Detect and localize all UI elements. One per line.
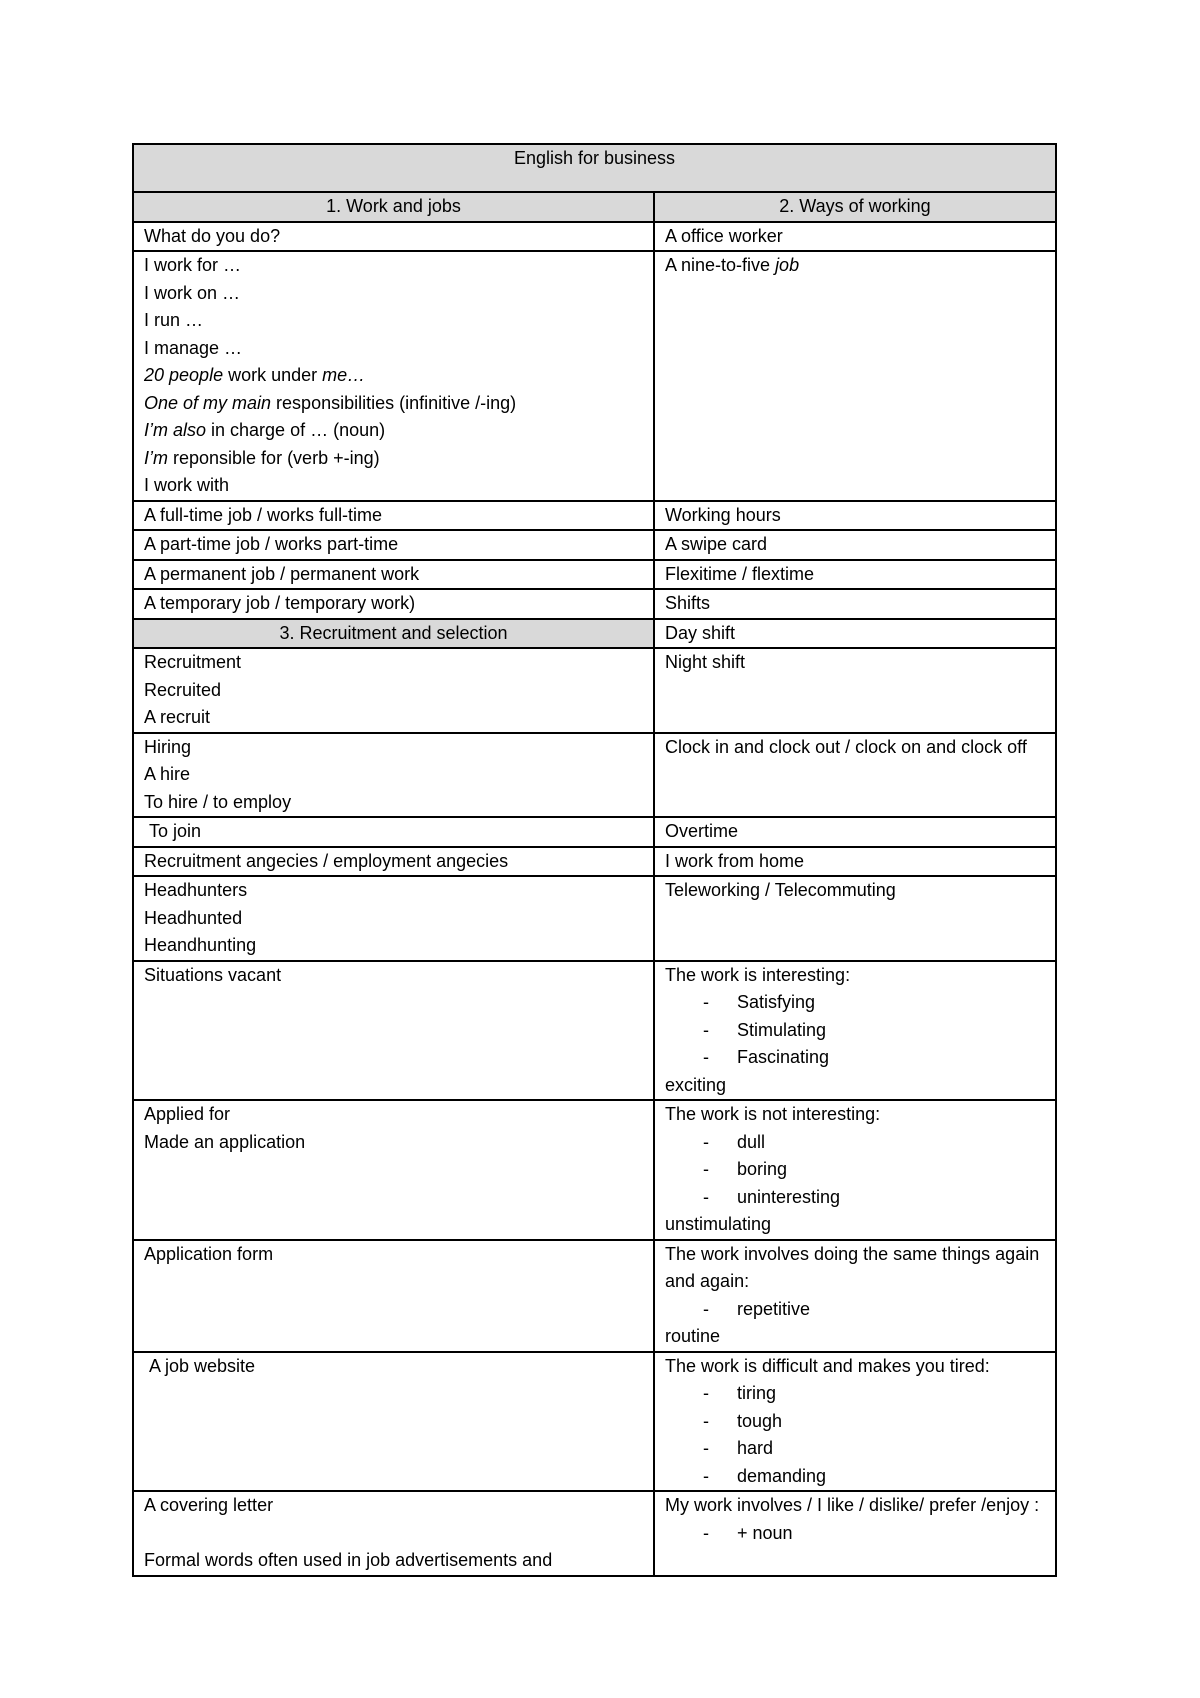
- table-cell: Situations vacant: [133, 961, 654, 1101]
- table-cell: [133, 251, 654, 501]
- table-cell: Recruitment angecies / employment angecies: [133, 847, 654, 877]
- list-item-text: demanding: [737, 1465, 827, 1486]
- phrase-line: Made an application: [144, 1131, 306, 1152]
- table-cell: I work from home: [654, 847, 1056, 877]
- list-item-text: tiring: [737, 1383, 777, 1403]
- table-cell: Application form: [133, 1240, 654, 1352]
- table-cell: Overtime: [654, 817, 1056, 847]
- list-intro: The work is difficult and makes you tired:: [665, 1355, 990, 1376]
- bullet-dash: -: [703, 1131, 709, 1152]
- list-intro: The work is interesting:: [665, 964, 851, 985]
- phrase-line: Headhunted: [144, 907, 243, 928]
- table-cell: A swipe card: [654, 530, 1056, 560]
- phrase-line: [144, 390, 643, 418]
- table-cell: Night shift: [654, 648, 1056, 733]
- phrase-text: reponsible for (verb +-ing): [168, 447, 380, 468]
- phrase-text: A job website: [149, 1355, 256, 1376]
- phrase-line: I work on …: [144, 282, 241, 303]
- table-cell: A permanent job / permanent work: [133, 560, 654, 590]
- list-item: [665, 1017, 1045, 1045]
- phrase-line: Recruited: [144, 679, 222, 700]
- list-item: [665, 1435, 1045, 1463]
- phrase-italic: I’m: [144, 447, 168, 468]
- phrase-line: Applied for: [144, 1104, 231, 1124]
- phrase-line: [144, 417, 643, 445]
- table-cell: [654, 1491, 1056, 1576]
- document-title: English for business: [133, 144, 1056, 192]
- phrase-italic: job: [775, 255, 800, 275]
- list-tail: unstimulating: [665, 1214, 772, 1234]
- phrase-line: Formal words often used in job advertisements and: [144, 1550, 553, 1570]
- phrase-text: in charge of … (noun): [206, 420, 386, 440]
- bullet-dash: -: [703, 1438, 709, 1458]
- list-item: [665, 1408, 1045, 1436]
- list-item-text: repetitive: [737, 1298, 811, 1319]
- table-cell: [133, 1491, 654, 1576]
- section-header-work-and-jobs: 1. Work and jobs: [133, 192, 654, 222]
- table-cell: A temporary job / temporary work): [133, 589, 654, 619]
- table-cell: [133, 733, 654, 818]
- phrase-line: Recruitment: [144, 652, 242, 672]
- table-cell: A part-time job / works part-time: [133, 530, 654, 560]
- phrase-text: A nine-to-five: [665, 255, 776, 275]
- bullet-dash: -: [703, 1465, 709, 1486]
- list-item: [665, 1296, 1045, 1324]
- phrase-italic: 20 people: [144, 365, 224, 385]
- list-intro: The work involves doing the same things again and again:: [665, 1243, 1040, 1291]
- phrase-line: A covering letter: [144, 1495, 274, 1515]
- phrase-line: To hire / to employ: [144, 791, 292, 812]
- phrase-line: I work with: [144, 475, 230, 495]
- table-cell: Day shift: [654, 619, 1056, 649]
- bullet-dash: -: [703, 1047, 709, 1067]
- list-item: [665, 1380, 1045, 1408]
- table-cell: A full-time job / works full-time: [133, 501, 654, 531]
- bullet-dash: -: [703, 1159, 709, 1179]
- table-cell: [654, 1100, 1056, 1240]
- table-cell: [133, 648, 654, 733]
- table-cell: [654, 251, 1056, 501]
- table-cell: [654, 1352, 1056, 1492]
- table-cell: Teleworking / Telecommuting: [654, 876, 1056, 961]
- section-header-ways-of-working: 2. Ways of working: [654, 192, 1056, 222]
- list-item: [665, 1463, 1045, 1491]
- phrase-italic: I’m also: [144, 420, 207, 440]
- table-cell: Flexitime / flextime: [654, 560, 1056, 590]
- list-intro: The work is not interesting:: [665, 1104, 881, 1124]
- list-item-text: + noun: [737, 1522, 793, 1543]
- phrase-line: I run …: [144, 310, 204, 330]
- phrase-italic: me…: [322, 365, 366, 385]
- table-cell: [133, 1352, 654, 1492]
- list-intro: My work involves / I like / dislike/ prefer /enjoy :: [665, 1495, 1040, 1515]
- list-item-text: tough: [737, 1410, 783, 1431]
- table-cell: [654, 1240, 1056, 1352]
- phrase-line: I work for …: [144, 255, 242, 275]
- list-item: [665, 1044, 1045, 1072]
- bullet-dash: -: [703, 992, 709, 1012]
- phrase-text: Clock in and clock out / clock on and clock off: [665, 736, 1027, 757]
- phrase-line: A recruit: [144, 707, 211, 727]
- phrase-line: A hire: [144, 764, 191, 784]
- bullet-dash: -: [703, 1410, 709, 1431]
- list-tail: routine: [665, 1326, 721, 1346]
- phrase-line: [144, 445, 643, 473]
- table-cell: [133, 817, 654, 847]
- bullet-dash: -: [703, 1298, 709, 1319]
- phrase-line: [144, 362, 643, 390]
- phrase-line: Heandhunting: [144, 935, 257, 955]
- list-item: [665, 1129, 1045, 1157]
- list-item-text: boring: [737, 1159, 788, 1179]
- section-header-recruitment: 3. Recruitment and selection: [133, 619, 654, 649]
- blank-line: [144, 1520, 643, 1548]
- phrase-line: Hiring: [144, 736, 192, 757]
- list-item-text: Satisfying: [737, 992, 816, 1012]
- phrase-text: work under: [223, 365, 323, 385]
- bullet-dash: -: [703, 1186, 709, 1207]
- table-cell: Shifts: [654, 589, 1056, 619]
- table-cell: [133, 876, 654, 961]
- table-cell: [654, 733, 1056, 818]
- table-cell: [133, 1100, 654, 1240]
- list-item: [665, 1184, 1045, 1212]
- bullet-dash: -: [703, 1383, 709, 1403]
- list-item: [665, 1156, 1045, 1184]
- list-item-text: hard: [737, 1438, 774, 1458]
- table-cell: What do you do?: [133, 222, 654, 252]
- list-item: [665, 989, 1045, 1017]
- phrase-italic: One of my main: [144, 392, 272, 413]
- bullet-dash: -: [703, 1019, 709, 1040]
- list-item: [665, 1520, 1045, 1548]
- phrase-text: To join: [149, 821, 202, 841]
- bullet-dash: -: [703, 1522, 709, 1543]
- phrase-text: responsibilities (infinitive /-ing): [271, 392, 517, 413]
- list-item-text: dull: [737, 1131, 766, 1152]
- vocabulary-table: [132, 143, 1057, 1577]
- list-tail: exciting: [665, 1074, 727, 1095]
- table-cell: [654, 961, 1056, 1101]
- table-cell: Working hours: [654, 501, 1056, 531]
- phrase-line: Headhunters: [144, 880, 248, 900]
- table-cell: A office worker: [654, 222, 1056, 252]
- list-item-text: Fascinating: [737, 1047, 830, 1067]
- list-item-text: uninteresting: [737, 1186, 841, 1207]
- phrase-line: I manage …: [144, 337, 243, 358]
- list-item-text: Stimulating: [737, 1019, 827, 1040]
